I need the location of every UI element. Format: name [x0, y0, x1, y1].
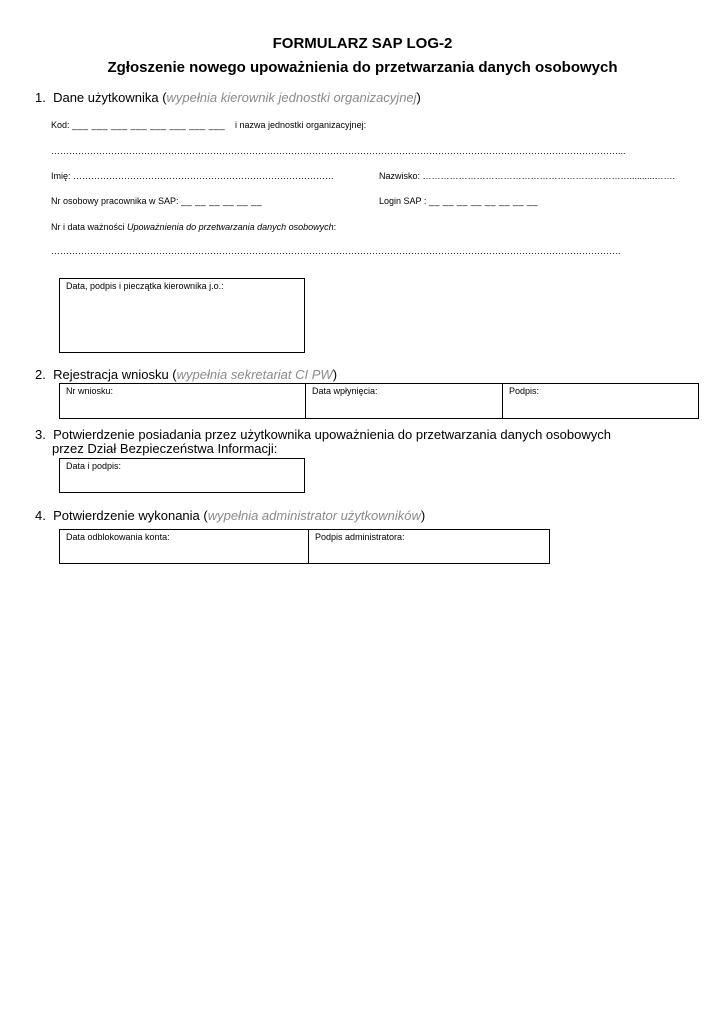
auth-label-plain: Nr i data ważności [51, 222, 125, 232]
request-number-cell[interactable] [60, 384, 305, 418]
registration-signature-label: Podpis: [509, 386, 540, 396]
login-row [379, 196, 538, 206]
auth-label [51, 222, 336, 232]
section-2-heading: 2. Rejestracja wniosku (wypełnia sekretariat CI PW) [35, 367, 338, 382]
section-1-title: Dane użytkownika [53, 90, 159, 105]
section-1-number: 1. [35, 90, 46, 105]
receipt-date-label: Data wpłynięcia: [312, 386, 378, 396]
registration-table [59, 383, 699, 419]
kod-label: Kod: [51, 120, 70, 130]
login-label: Login SAP : [379, 196, 427, 206]
security-confirmation-label: Data i podpis: [66, 461, 122, 471]
auth-label-colon: : [333, 222, 337, 232]
admin-signature-cell[interactable] [308, 530, 549, 563]
manager-signature-box[interactable] [59, 278, 305, 353]
registration-signature-cell[interactable] [502, 384, 698, 418]
section-4-heading: 4. Potwierdzenie wykonania (wypełnia administrator użytkowników) [35, 508, 426, 523]
admin-signature-label: Podpis administratora: [315, 532, 405, 542]
section-3-title-line1: Potwierdzenie posiadania przez użytkownika upoważnienia do przetwarzania danych osobowych [53, 427, 611, 442]
section-3-heading [35, 427, 611, 442]
execution-table [59, 529, 550, 564]
section-2-title: Rejestracja wniosku [53, 367, 169, 382]
nazwisko-field[interactable]: ……………………………………………………………..........……. [422, 171, 676, 181]
section-4-title: Potwierdzenie wykonania [53, 508, 200, 523]
imie-field[interactable]: …………………………………………………………………………… [73, 171, 335, 181]
sap-number-field[interactable]: __ __ __ __ __ __ [181, 196, 263, 206]
section-2-hint: wypełnia sekretariat CI PW [176, 367, 333, 382]
kod-row [51, 120, 225, 130]
login-field[interactable]: __ __ __ __ __ __ __ __ [428, 196, 538, 206]
section-2-number: 2. [35, 367, 46, 382]
auth-field[interactable]: ………………………………………………………………………………………………………………………………………………………………………. [51, 246, 621, 256]
unit-name-field[interactable]: ………………………………………………………………………………………………………………………………………………………………………... [51, 146, 626, 156]
security-confirmation-box[interactable] [59, 458, 305, 493]
nazwisko-label: Nazwisko: [379, 171, 421, 181]
receipt-date-cell[interactable] [305, 384, 502, 418]
form-title: FORMULARZ SAP LOG-2 [272, 35, 453, 52]
sap-number-label: Nr osobowy pracownika w SAP: [51, 196, 179, 206]
section-4-hint: wypełnia administrator użytkowników [207, 508, 421, 523]
sap-number-row [51, 196, 262, 206]
section-3-title-line2: przez Dział Bezpieczeństwa Informacji: [52, 441, 278, 456]
section-1-hint: wypełnia kierownik jednostki organizacyjnej [166, 90, 417, 105]
unlock-date-cell[interactable] [60, 530, 308, 563]
request-number-label: Nr wniosku: [66, 386, 114, 396]
section-3-number: 3. [35, 427, 46, 442]
nazwisko-row [379, 171, 689, 181]
kod-field[interactable]: ___ ___ ___ ___ ___ ___ ___ ___ [72, 120, 226, 130]
form-subtitle: Zgłoszenie nowego upoważnienia do przetwarzania danych osobowych [107, 59, 618, 76]
unit-label: i nazwa jednostki organizacyjnej: [235, 120, 367, 130]
auth-label-italic: Upoważnienia do przetwarzania danych osobowych [127, 222, 334, 232]
section-4-number: 4. [35, 508, 46, 523]
section-1-heading: 1. Dane użytkownika (wypełnia kierownik jednostki organizacyjnej) [35, 90, 421, 105]
imie-label: Imię: [51, 171, 71, 181]
unlock-date-label: Data odblokowania konta: [66, 532, 170, 542]
imie-row [51, 171, 334, 181]
manager-signature-label: Data, podpis i pieczątka kierownika j.o.: [66, 281, 224, 291]
